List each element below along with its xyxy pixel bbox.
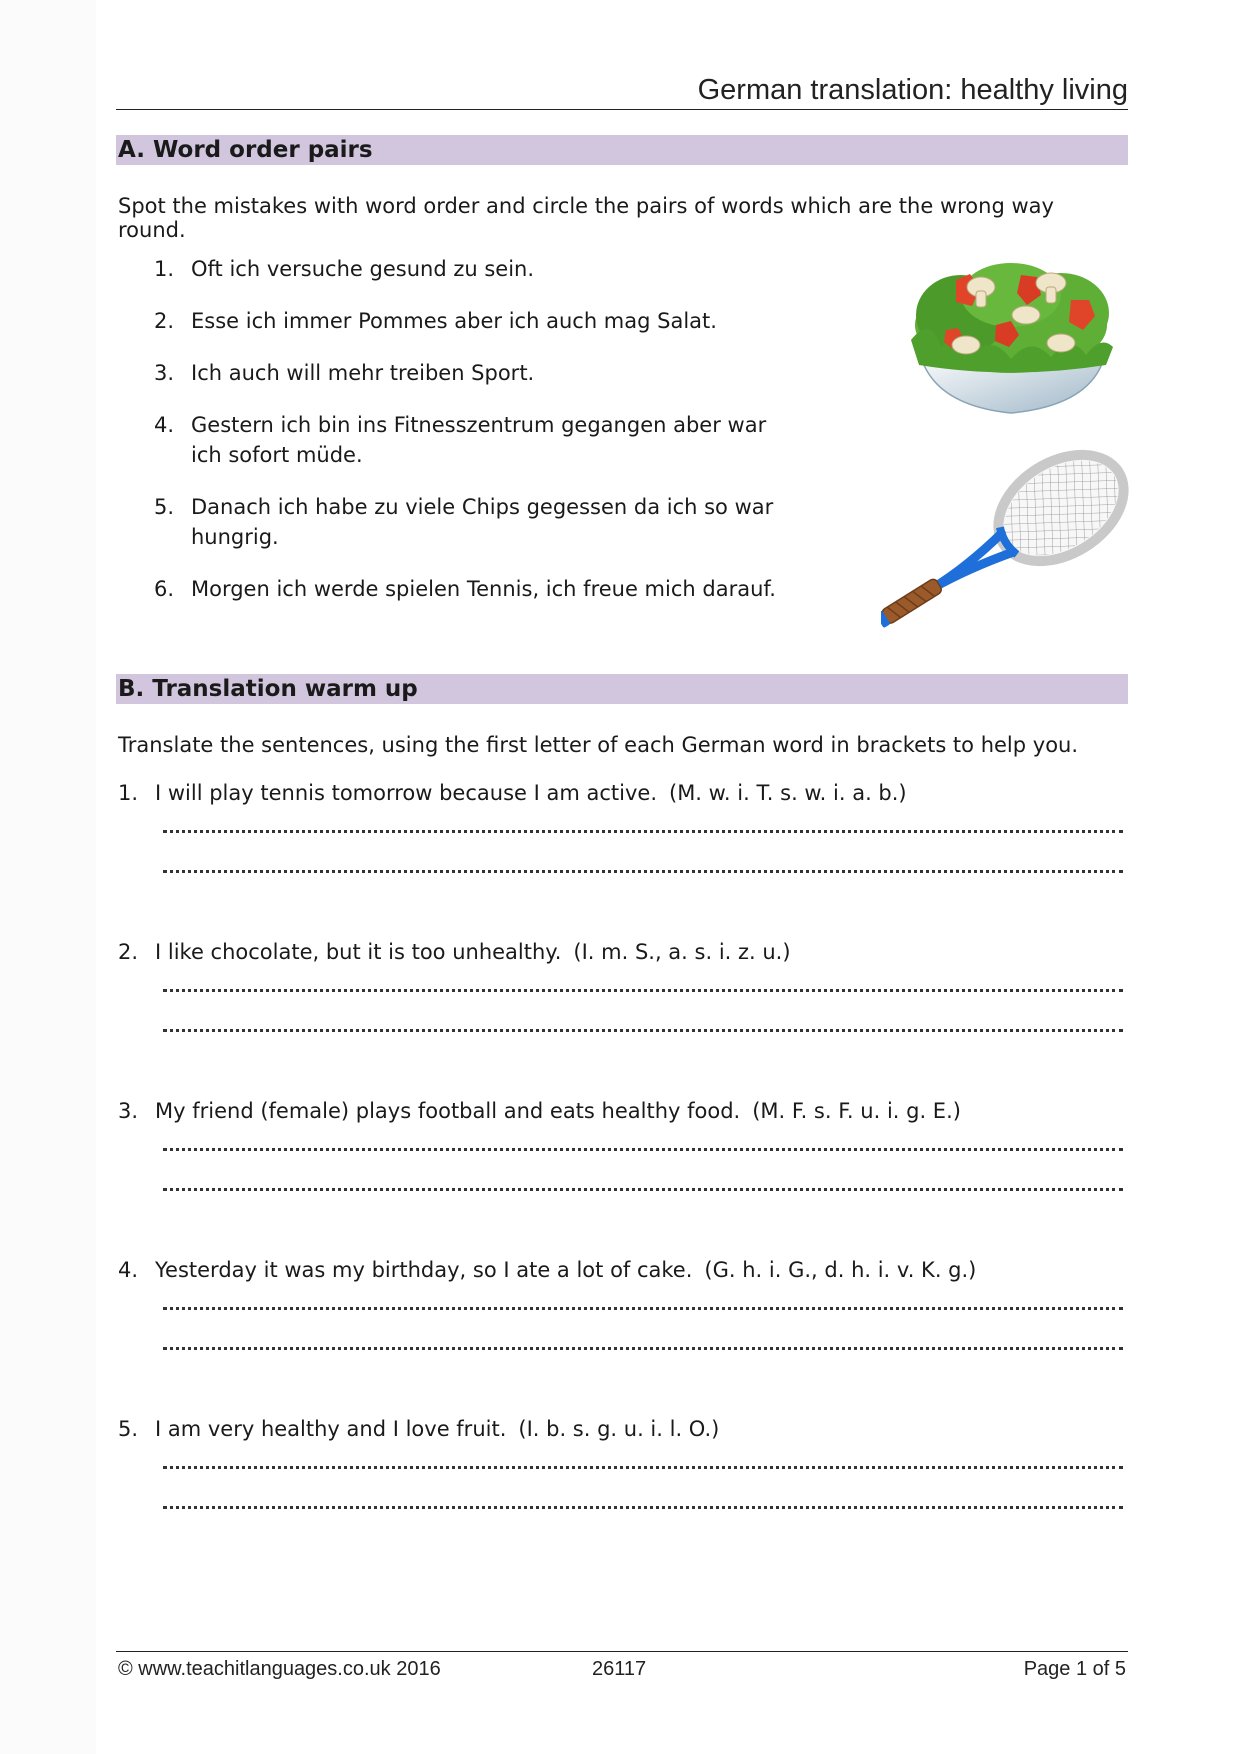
answer-line[interactable]	[163, 1148, 1123, 1151]
item-text: Gestern ich bin ins Fitnesszentrum gegangen aber war ich sofort müde.	[191, 413, 767, 467]
list-item	[154, 254, 834, 284]
translation-item	[118, 1414, 1128, 1509]
letter-hint: (I. b. s. g. u. i. l. O.)	[518, 1417, 720, 1441]
item-number: 6.	[154, 577, 175, 601]
item-text: Morgen ich werde spielen Tennis, ich freue mich darauf.	[191, 577, 776, 601]
sentence-text: I am very healthy and I love fruit.	[155, 1417, 507, 1441]
section-a-instruction: Spot the mistakes with word order and circle the pairs of words which are the wrong way round.	[118, 194, 1054, 242]
sentence-text: Yesterday it was my birthday, so I ate a lot of cake.	[155, 1258, 693, 1282]
answer-line[interactable]	[163, 1188, 1123, 1191]
page-number: Page 1 of 5	[1023, 1658, 1126, 1680]
answer-line[interactable]	[163, 830, 1123, 833]
answer-line[interactable]	[163, 1506, 1123, 1509]
list-item	[154, 492, 791, 552]
list-item	[154, 410, 791, 470]
section-a-heading: A. Word order pairs	[116, 135, 1128, 165]
translation-item	[118, 1255, 1128, 1350]
worksheet-page	[116, 0, 1128, 1754]
answer-line[interactable]	[163, 870, 1123, 873]
list-item	[154, 306, 834, 336]
answer-line[interactable]	[163, 1466, 1123, 1469]
tennis-racket-icon	[881, 448, 1136, 628]
item-number: 3.	[118, 1099, 139, 1123]
translation-item	[118, 778, 1128, 873]
answer-line[interactable]	[163, 1347, 1123, 1350]
section-b-instruction: Translate the sentences, using the first letter of each German word in brackets to help you.	[118, 733, 1079, 757]
item-number: 5.	[118, 1417, 139, 1441]
section-b-heading: B. Translation warm up	[116, 674, 1128, 704]
item-number: 3.	[154, 361, 175, 385]
item-number: 1.	[154, 257, 175, 281]
document-title: German translation: healthy living	[697, 74, 1128, 106]
answer-line[interactable]	[163, 1029, 1123, 1032]
letter-hint: (I. m. S., a. s. i. z. u.)	[573, 940, 791, 964]
list-item	[154, 358, 834, 388]
answer-line[interactable]	[163, 989, 1123, 992]
item-text: Ich auch will mehr treiben Sport.	[191, 361, 535, 385]
word-order-list	[154, 254, 834, 626]
item-text: Oft ich versuche gesund zu sein.	[191, 257, 535, 281]
letter-hint: (M. F. s. F. u. i. g. E.)	[752, 1099, 961, 1123]
item-text: Esse ich immer Pommes aber ich auch mag Salat.	[191, 309, 717, 333]
item-text: Danach ich habe zu viele Chips gegessen da ich so war hungrig.	[191, 495, 774, 549]
item-number: 1.	[118, 781, 139, 805]
salad-bowl-icon	[901, 255, 1121, 415]
copyright-text: © www.teachitlanguages.co.uk 2016	[118, 1658, 441, 1680]
sentence-text: My friend (female) plays football and eats healthy food.	[155, 1099, 741, 1123]
translation-item	[118, 937, 1128, 1032]
letter-hint: (G. h. i. G., d. h. i. v. K. g.)	[704, 1258, 977, 1282]
answer-line[interactable]	[163, 1307, 1123, 1310]
item-number: 4.	[118, 1258, 139, 1282]
translation-item	[118, 1096, 1128, 1191]
sentence-text: I like chocolate, but it is too unhealthy.	[155, 940, 562, 964]
letter-hint: (M. w. i. T. s. w. i. a. b.)	[669, 781, 907, 805]
footer-divider	[116, 1651, 1128, 1652]
list-item	[154, 574, 834, 604]
resource-code: 26117	[592, 1658, 647, 1680]
item-number: 4.	[154, 413, 175, 437]
page-margin	[0, 0, 96, 1754]
item-number: 2.	[118, 940, 139, 964]
sentence-text: I will play tennis tomorrow because I am active.	[155, 781, 657, 805]
item-number: 2.	[154, 309, 175, 333]
item-number: 5.	[154, 495, 175, 519]
title-divider	[116, 109, 1128, 110]
